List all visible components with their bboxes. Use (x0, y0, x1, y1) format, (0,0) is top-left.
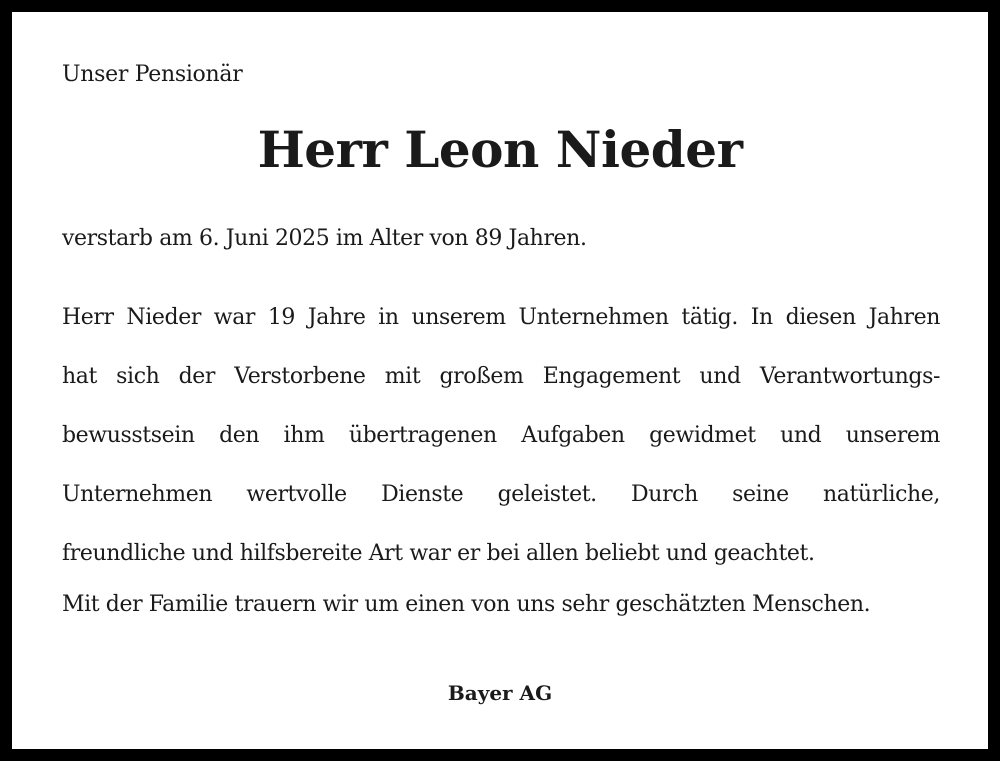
closing-text: Mit der Familie trauern wir um einen von uns sehr geschätzten Menschen. (62, 592, 871, 617)
company-signature: Bayer AG (447, 681, 553, 705)
body-paragraph (62, 288, 940, 583)
deceased-name: Herr Leon Nieder (257, 120, 743, 179)
death-date-text: verstarb am 6. Juni 2025 im Alter von 89 Jahren. (62, 226, 587, 251)
body-line: Herr Nieder war 19 Jahre in unserem Unternehmen tätig. In diesen Jahren (62, 305, 940, 330)
obituary-notice (12, 12, 988, 749)
body-line: Unternehmen wertvolle Dienste geleistet. Durch seine natürliche, (62, 482, 940, 507)
body-line: freundliche und hilfsbereite Art war er bei allen beliebt und geachtet. (62, 541, 815, 566)
intro-text: Unser Pensionär (62, 62, 243, 87)
body-line: hat sich der Verstorbene mit großem Engagement und Verantwortungs- (62, 364, 940, 389)
body-line: bewusstsein den ihm übertragenen Aufgaben gewidmet und unserem (62, 423, 940, 448)
